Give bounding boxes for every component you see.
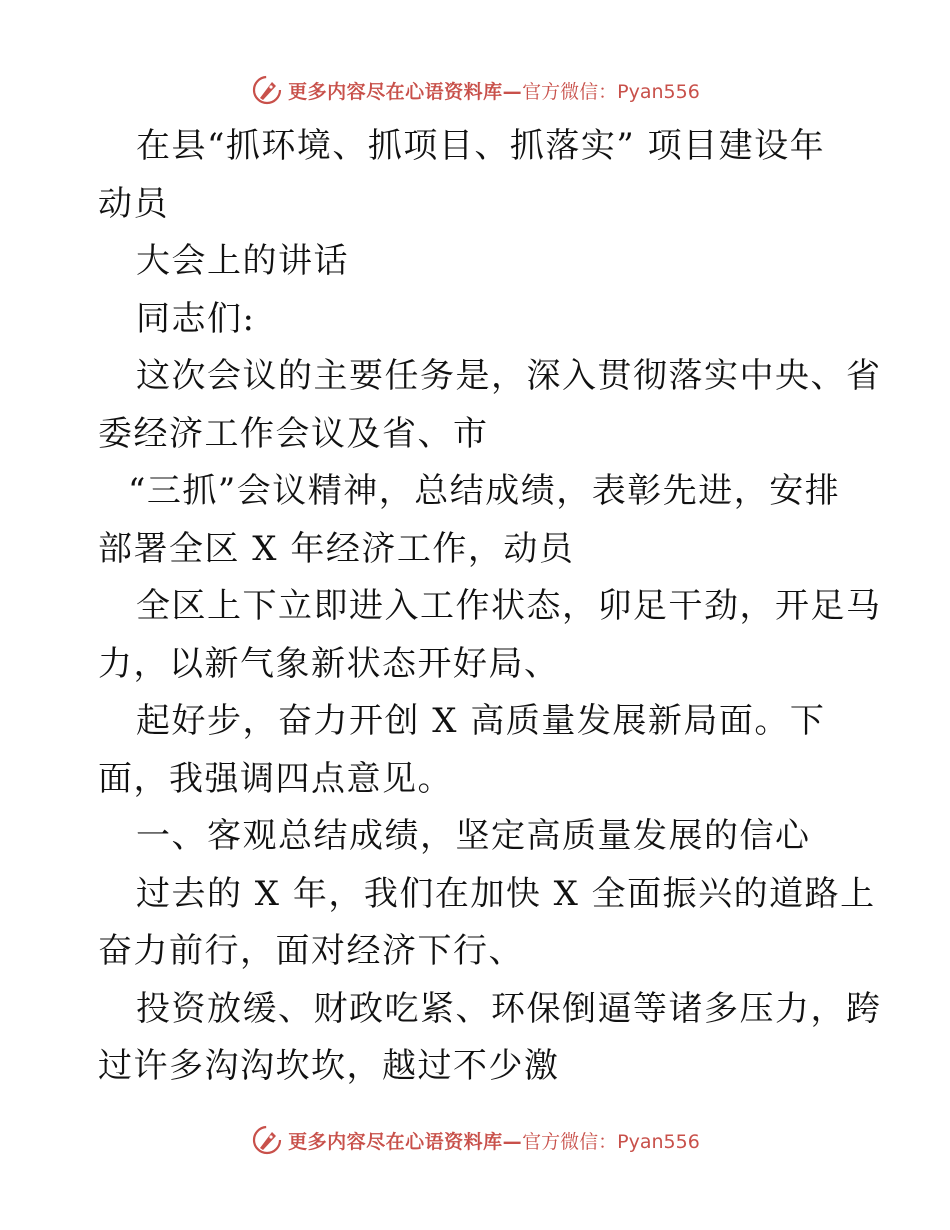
title-line-1: 在县“抓环境、抓项目、抓落实” 项目建设年 [136,126,826,166]
document-body [98,118,882,1096]
paragraph-line: “三抓”会议精神，总结成绩，表彰先进，安排 [128,471,841,511]
paragraph-line: 过去的 X 年，我们在加快 X 全面振兴的道路上 [136,873,876,914]
paragraph-line: 投资放缓、财政吃紧、环保倒逼等诸多压力，跨 [136,988,882,1029]
paragraph-line: 起好步，奋力开创 X 高质量发展新局面。下 [136,701,826,741]
pen-nib-logo-icon [250,1123,284,1157]
header-watermark-banner [0,72,950,108]
paragraph-line: 过许多沟沟坎坎，越过不少激 [98,1046,560,1086]
paragraph-line: 奋力前行，面对经济下行、 [98,931,524,971]
watermark-text: 更多内容尽在心语资料库— [288,1130,523,1153]
pen-nib-logo-icon [250,73,284,107]
salutation: 同志们: [136,298,256,339]
footer-watermark-banner [0,1122,950,1158]
title-line-2: 动员 [98,183,169,224]
paragraph-line: 面，我强调四点意见。 [98,758,453,799]
title-line-3: 大会上的讲话 [136,241,349,281]
section-heading: 一、客观总结成绩，坚定高质量发展的信心 [136,816,811,856]
paragraph-line: 这次会议的主要任务是，深入贯彻落实中央、省 [136,356,882,396]
watermark-contact: 官方微信：Pyan556 [522,80,700,103]
watermark-contact: 官方微信：Pyan556 [522,1130,700,1153]
paragraph-line: 部署全区 X 年经济工作，动员 [98,528,575,569]
paragraph-line: 委经济工作会议及省、市 [98,413,489,454]
paragraph-line: 力，以新气象新状态开好局、 [98,643,560,684]
watermark-text: 更多内容尽在心语资料库— [288,80,523,103]
paragraph-line: 全区上下立即进入工作状态，卯足干劲，开足马 [136,586,882,626]
